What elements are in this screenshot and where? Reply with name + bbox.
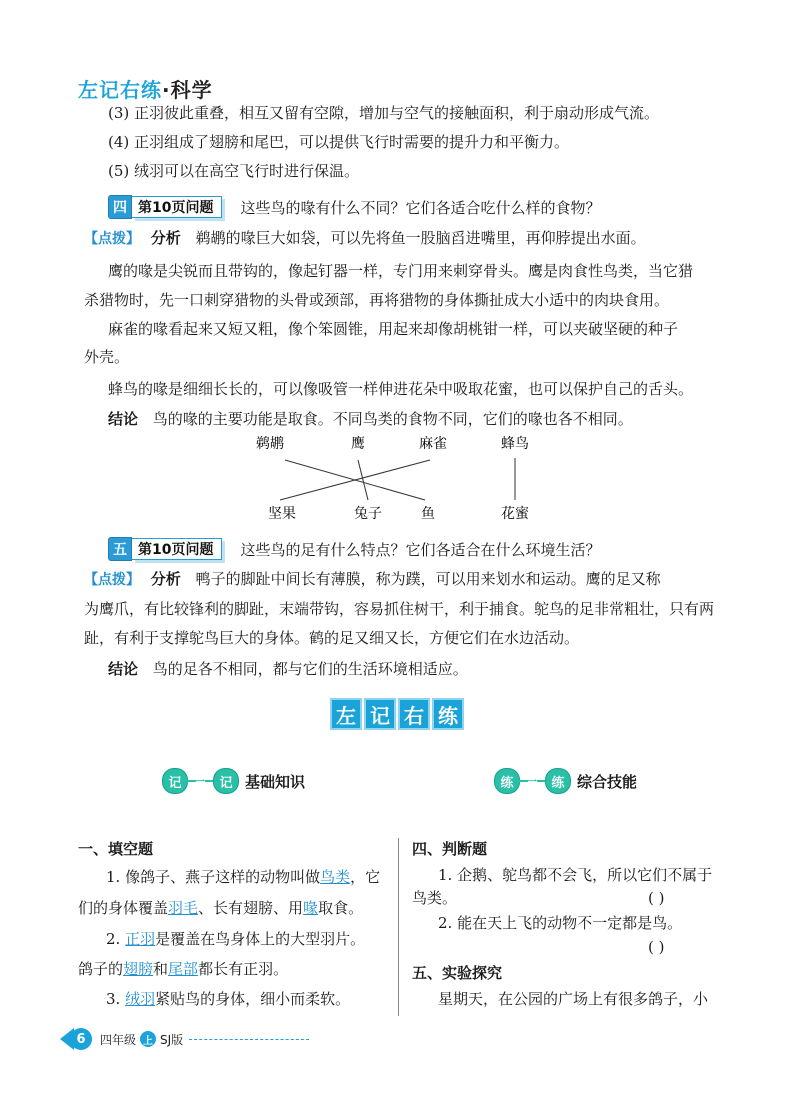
q5-line-1: 为鹰爪，有比较锋利的脚趾，末端带钩，容易抓住树干，利于捕食。鸵鸟的足非常粗壮，只有两 [84,600,715,618]
s1-q1-text-b: ，它 [350,868,381,886]
s1-q1-line1 [106,866,380,888]
s1-q3-answer: 绒羽 [125,990,156,1008]
pill-left-char-1: 记 [162,768,188,794]
banner-char-2: 记 [364,698,396,730]
q4-conclusion-text: 鸟的喙的主要功能是取食。不同鸟类的食物不同，它们的喙也各不相同。 [152,410,633,428]
food-fish: 鱼 [421,506,435,522]
banner-char-4: 练 [432,698,464,730]
s1-q1-text-c: 们的身体覆盖 [78,899,169,917]
footer-edition: SJ版 [160,1032,184,1047]
footer-grade-text: 四年级 [100,1032,137,1047]
pill-left-mid: 一 [194,775,205,788]
section5-title: 五、实验探究 [412,964,503,982]
match-line-sparrow-nut [280,460,430,500]
pill-left-char-2: 记 [213,768,239,794]
banner-char-3: 右 [398,698,430,730]
banner-char-1: 左 [330,698,362,730]
q5-conclusion-text: 鸟的足各不相同，都与它们的生活环境相适应。 [152,660,468,678]
section-banner [330,698,464,730]
s1-q2-answer2: 翅膀 [123,960,154,978]
matching-diagram [240,430,560,530]
q5-number: 五 [108,537,132,561]
s4-q1-answer-bracket[interactable]: ( ) [648,889,665,907]
q4-line-1: 鹰的喙是尖锐而且带钩的，像起钉器一样，专门用来刺穿骨头。鹰是肉食性鸟类，当它猎 [108,262,694,280]
column-divider [398,838,399,1016]
q4-conclusion [108,408,633,430]
comprehensive-skills-title: 综合技能 [577,772,638,791]
food-rabbit: 兔子 [354,506,382,522]
q4-analysis [84,227,646,250]
q5-header [108,536,601,562]
food-nectar: 花蜜 [501,506,529,522]
basic-knowledge-pill [162,768,305,794]
s1-q3-text: 紧贴鸟的身体，细小而柔软。 [155,990,351,1008]
s1-q1-line2 [78,897,363,919]
q5-line-2: 趾，有利于支撑鸵鸟巨大的身体。鹤的足又细又长，方便它们在水边活动。 [84,629,580,647]
q4-question: 这些鸟的喙有什么不同？它们各适合吃什么样的食物？ [240,198,601,217]
q4-line-2: 杀猎物时，先一口刺穿猎物的头骨或颈部，再将猎物的身体撕扯成大小适中的肉块食用。 [84,291,670,309]
s1-q1-text-a: 1. 像鸽子、燕子这样的动物叫做 [106,868,321,886]
q5-tag: 第10页问题 [132,538,222,560]
s5-text: 星期天，在公园的广场上有很多鸽子，小 [438,990,709,1008]
q5-conclusion [108,658,468,680]
q4-analysis-label: 分析 [150,229,181,247]
pill-right-mid: 一 [526,775,537,788]
brand-name: 左记右练 [78,78,162,102]
q4-tag: 第10页问题 [132,196,222,218]
section1-title: 一、填空题 [78,840,154,858]
q5-line-0: 鸭子的脚趾中间长有薄膜，称为蹼，可以用来划水和运动。鹰的足又称 [195,570,661,588]
s1-q2-text-b: 鸽子的 [78,960,124,978]
q5-analysis-label: 分析 [150,570,181,588]
q4-header [108,194,601,220]
s4-q2-line: 2. 能在天上飞的动物不一定都是鸟。 [438,914,683,932]
s1-q2-answer1: 正羽 [125,930,156,948]
bird-eagle: 鹰 [351,436,365,452]
s1-q1-text-e: 取食。 [318,899,364,917]
pill-right-char-1: 练 [494,768,520,794]
s1-q3-number: 3. [106,990,126,1008]
food-nut: 坚果 [268,506,296,522]
section4-title: 四、判断题 [412,840,488,858]
q5-hint-label: 【点拨】 [84,572,140,588]
s4-q2-answer-bracket[interactable]: ( ) [648,938,665,956]
footer-dashed-line [189,1039,309,1040]
brand-title [78,74,213,103]
s4-q1-line1: 1. 企鹅、鸵鸟都不会飞，所以它们不属于 [438,866,713,884]
q4-line-3: 麻雀的喙看起来又短又粗，像个笨圆锥，用起来却像胡桃钳一样，可以夹破坚硬的种子 [108,320,679,338]
item-3: (3) 正羽彼此重叠，相互又留有空隙，增加与空气的接触面积，利于扇动形成气流。 [108,104,660,122]
s1-q2-text-a: 是覆盖在鸟身体上的大型羽片。 [155,930,366,948]
s1-q3-line [106,988,350,1010]
comprehensive-skills-pill [494,768,637,794]
s1-q2-answer3: 尾部 [168,960,199,978]
s1-q1-text-d: 、长有翅膀、用 [198,899,304,917]
s4-q1-line2: 鸟类。 [412,889,458,907]
q4-line-5: 蜂鸟的喙是细细长长的，可以像吸管一样伸进花朵中吸取花蜜，也可以保护自己的舌头。 [108,380,694,398]
s1-q2-number: 2. [106,930,126,948]
s1-q1-answer3: 喙 [303,899,319,917]
footer-grade [100,1031,183,1048]
item-5: (5) 绒羽可以在高空飞行时进行保温。 [108,162,360,180]
q4-line-0: 鹈鹕的喙巨大如袋，可以先将鱼一股脑舀进嘴里，再仰脖提出水面。 [195,229,646,247]
item-4: (4) 正羽组成了翅膀和尾巴，可以提供飞行时需要的提升力和平衡力。 [108,133,570,151]
q4-number: 四 [108,195,132,219]
s1-q1-answer2: 羽毛 [168,899,199,917]
pill-right-char-2: 练 [545,768,571,794]
page-footer [60,1028,309,1050]
q4-hint-label: 【点拨】 [84,231,140,247]
match-line-eagle-rabbit [358,460,368,500]
s1-q2-line1 [106,928,365,950]
q4-line-4: 外壳。 [84,348,130,366]
q4-conclusion-label: 结论 [108,410,139,428]
brand-dot: · [162,78,171,102]
s1-q1-answer1: 鸟类 [320,868,351,886]
q5-conclusion-label: 结论 [108,660,139,678]
page-number: 6 [70,1028,92,1050]
subject-name: 科学 [170,78,213,102]
footer-term: 上 [140,1031,156,1047]
s1-q2-text-d: 都长有正羽。 [198,960,289,978]
bird-sparrow: 麻雀 [419,436,447,452]
q5-question: 这些鸟的足有什么特点？它们各适合在什么环境生活？ [240,540,601,559]
s1-q2-line2 [78,958,288,980]
bird-hummingbird: 蜂鸟 [501,436,529,452]
q5-analysis [84,568,661,591]
bird-pelican: 鹈鹕 [256,436,284,452]
s1-q2-text-c: 和 [153,960,169,978]
basic-knowledge-title: 基础知识 [245,772,306,791]
